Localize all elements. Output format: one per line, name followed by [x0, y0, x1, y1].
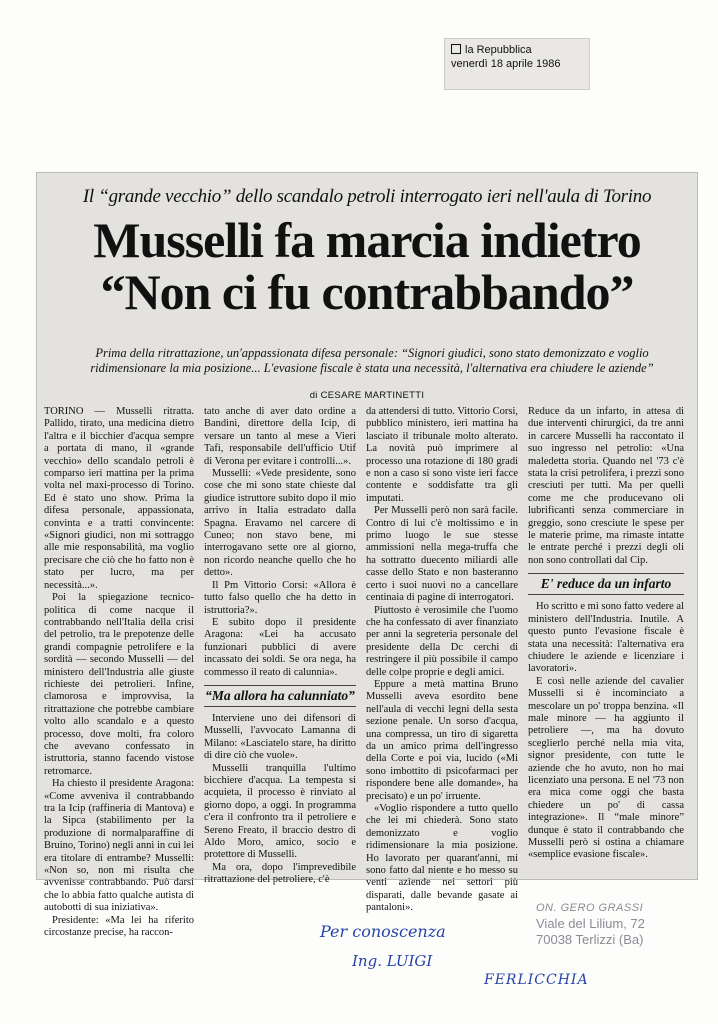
- handwritten-note-line-3: FERLICCHIA: [484, 972, 589, 988]
- subheading: “Ma allora ha calunniato”: [204, 685, 356, 707]
- paragraph: «Voglio rispondere a tutto quello che lei mi chiederà. Sono stato demonizzato e voglio ridimensionare la mia posizione. Ho lavorato per quarant'anni, mi sono fatto dal niente e ho messo su venti aziende nei settori più disparati, dalle bevande gasate ai pantaloni».: [366, 803, 518, 914]
- subheading: E' reduce da un infarto: [528, 573, 684, 595]
- paragraph: Reduce da un infarto, in attesa di due interventi chirurgici, da tre anni in carcere Musselli ha raccontato il suo ingresso nel petrolio: «Una maledetta storia. Quando nel '73 c'è stata la crisi petrolifera, i prezzi sono cresciuti per tutti. Ma per quelli come me che producevano oli lubrificanti senza commerciare in greggio, sono cresciute le spese per le materie prime, ma rimaste intatte le entrate perché i prezzi degli oli non sono controllati dal Cip.: [528, 406, 684, 566]
- paragraph: E subito dopo il presidente Aragona: «Lei ha accusato funzionari pubblici di avere incassato dei soldi. Se ora nega, ha commesso il reato di calunnia».: [204, 616, 356, 678]
- source-tag: [444, 38, 590, 90]
- article-column-3: [366, 406, 518, 915]
- paragraph: Per Musselli però non sarà facile. Contro di lui c'è moltissimo e in primo luogo le sue stesse ammissioni nella mega-truffa che ha sottratto duecento miliardi alle casse dello Stato e non basteranno certo i suoi nuovi no a cancellare centinaia di pagine di interrogatori.: [366, 505, 518, 604]
- article-kicker: Il “grande vecchio” dello scandalo petroli interrogato ieri nell'aula di Torino: [82, 186, 652, 207]
- handwritten-note-line-1: Per conoscenza: [320, 922, 446, 941]
- paragraph: Ha chiesto il presidente Aragona: «Come avveniva il contrabbando tra la Icip (raffineria di Mantova) e la Sipca (stabilimento per la produzione di normalparaffine di Bruino, Torino) negli anni in cui lei era titolare di entrambe? Musselli: «Non so, non mi risulta che avvenisse contrabbando. Può darsi che lo abbia fatto qualche autista di autobotti di sua iniziativa».: [44, 778, 194, 914]
- paragraph: Ho scritto e mi sono fatto vedere al ministero dell'Industria. Inutile. A questo punto l'evasione fiscale è stata una necessità: l'alternativa era chiudere le aziende e licenziare i lavoratori».: [528, 601, 684, 675]
- paragraph: da attendersi di tutto. Vittorio Corsi, pubblico ministero, ieri mattina ha lasciato il tribunale molto alterato. La novità può imprimere al processo una rotazione di 180 gradi e non a caso si sono viste ieri facce contente e soddisfatte tra gli imputati.: [366, 406, 518, 504]
- article-column-4: [528, 406, 684, 862]
- paragraph: Musselli: «Vede presidente, sono cose che mi sono state chieste dal giudice istruttore subito dopo il mio arrivo in Italia estradato dalla Spagna. Eravamo nel carcere di Cuneo; non stavo bene, mi interrogavano sette ore al giorno, non ricordo neanche quello che ho detto».: [204, 468, 356, 579]
- paragraph: Presidente: «Ma lei ha riferito circostanze precise, ha raccon-: [44, 914, 194, 939]
- paragraph: Poi la spiegazione tecnico-politica di come nacque il contrabbando nell'Italia della crisi del petrolio, tra le prepotenze delle grandi compagnie petrolifere e la sordità — secondo Musselli — del ministero dell'Industria alle giuste richieste dei petrolieri. Infine, clamorosa e improvvisa, la ritrattazione che potrebbe cambiare volto allo scandalo e a questo processo, dove molti, fra coloro che avevano confessato in istruttoria, stanno facendo vistose retromarce.: [44, 592, 194, 777]
- paragraph: Piuttosto è verosimile che l'uomo che ha confessato di aver finanziato per anni la segreteria personale del presidente della Dc cerchi di restringere il più possibile il campo delle colpe proprie e degli amici.: [366, 604, 518, 678]
- publication-name: la Repubblica: [465, 44, 532, 56]
- stamp-city: 70038 Terlizzi (Ba): [536, 932, 644, 947]
- article-headline: [36, 214, 698, 318]
- article-column-1: [44, 406, 194, 939]
- address-stamp: [536, 900, 700, 948]
- paragraph: tato anche di aver dato ordine a Bandini, direttore della Icip, di versare un tanto al mese a Vieri Tafi, responsabile dell'ufficio Utif di Verona per evitare i controlli...».: [204, 406, 356, 467]
- stamp-name: ON. GERO GRASSI: [536, 902, 644, 914]
- headline-line-2: “Non ci fu contrabbando”: [100, 264, 634, 320]
- paragraph: Ma ora, dopo l'imprevedibile ritrattazione del petroliere, c'è: [204, 861, 356, 886]
- paragraph: TORINO — Musselli ritratta. Pallido, tirato, una medicina dietro l'altra e il bicchier d'acqua sempre a portata di mano, il «grande vecchio» dello scandalo petroli è comparso ieri mattina per la prima volta nel maxi-processo di Torino. Ed è stato uno show. Prima la difesa personale, appassionata, convinta e a tratti convincente: «Signori giudici, non mi sottraggo alle mie responsabilità, ma voglio precisare che ciò che ho fatto non è stato per lucro, ma per necessità...».: [44, 406, 194, 591]
- article-column-2: [204, 406, 356, 887]
- headline-line-1: Musselli fa marcia indietro: [93, 212, 641, 268]
- article-byline: di CESARE MARTINETTI: [309, 390, 425, 401]
- paragraph: Eppure a metà mattina Bruno Musselli aveva esordito bene nell'aula di vecchi legni della sesta sezione penale. Un sorso d'acqua, una compressa, un tiro di sigaretta da un amico prima dell'ingresso della Corte e poi via, lucido («Mi sono imbottito di psicofarmaci per rispondere bene alle domande», ha precisato) e un po' irruente.: [366, 678, 518, 802]
- paragraph: Il Pm Vittorio Corsi: «Allora è tutto falso quello che ha detto in istruttoria?».: [204, 579, 356, 616]
- paragraph: Musselli tranquilla l'ultimo bicchiere d'acqua. La tempesta si acquieta, il processo è rinviato al giorno dopo, a oggi. In programma c'era il confronto tra il petroliere e Sereno Freato, il braccio destro di Aldo Moro, amico, socio e protettore di Musselli.: [204, 762, 356, 861]
- paragraph: E così nelle aziende del cavalier Musselli si è incominciato a mescolare un po' troppa benzina. «Il male minore — ha aggiunto il petroliere —, ma ha dovuto sceglierlo perché nella mia vita, signor presidente, con tutte le aziende che ho avuto, non ho mai licenziato una persona. E nel '73 non era mica come oggi che basta chiedere un po' di cassa integrazione». Il “male minore” dunque è stato il contrabbando che Musselli però si ostina a chiamare «semplice evasione fiscale».: [528, 675, 684, 861]
- article-summary: Prima della ritrattazione, un'appassionata difesa personale: “Signori giudici, sono stato demonizzato e voglio ridimensionare la mia posizione... L'evasione fiscale è stata una necessità, l'alternativa era chiudere le aziende”: [90, 346, 654, 375]
- handwritten-note-line-2: Ing. LUIGI: [352, 952, 433, 970]
- paragraph: Interviene uno dei difensori di Musselli, l'avvocato Lamanna di Milano: «Lasciatelo stare, ha diritto di dire ciò che vuole».: [204, 712, 356, 762]
- checkbox-icon: [451, 44, 461, 54]
- stamp-street: Viale del Lilium, 72: [536, 916, 645, 931]
- publication-date: venerdì 18 aprile 1986: [451, 58, 561, 70]
